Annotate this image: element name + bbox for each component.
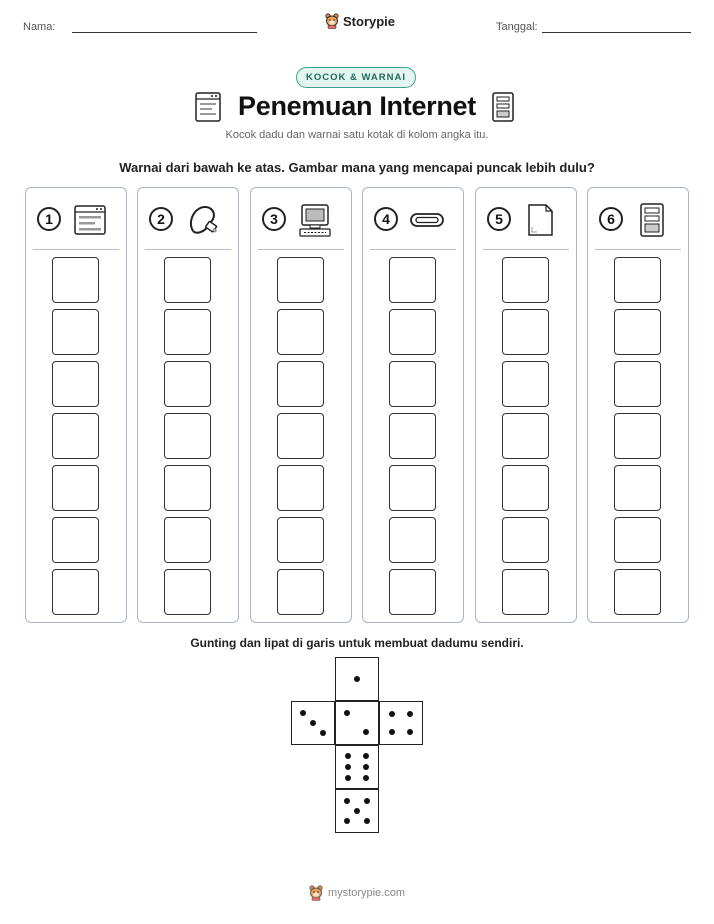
storypie-mascot-icon: [325, 13, 339, 29]
color-box[interactable]: [277, 517, 324, 563]
name-label: Nama:: [23, 21, 56, 33]
column-number: 4: [374, 207, 398, 231]
dice-face-three: [291, 701, 335, 745]
dice-face-four: [379, 701, 423, 745]
color-box[interactable]: [389, 361, 436, 407]
color-box[interactable]: [389, 309, 436, 355]
brand-name: Storypie: [343, 13, 396, 29]
color-box[interactable]: [277, 413, 324, 459]
color-box[interactable]: [389, 569, 436, 615]
name-line[interactable]: [72, 32, 257, 33]
column-number: 3: [262, 207, 286, 231]
column-number: 5: [487, 207, 511, 231]
server-tower-icon: [490, 92, 516, 122]
color-box[interactable]: [389, 465, 436, 511]
color-box[interactable]: [502, 465, 549, 511]
column-number: 2: [149, 207, 173, 231]
network-cable-icon: [183, 201, 221, 239]
color-box[interactable]: [52, 413, 99, 459]
color-box[interactable]: [614, 569, 661, 615]
color-box[interactable]: [389, 517, 436, 563]
color-box[interactable]: [389, 413, 436, 459]
dice-column-1: [25, 187, 127, 623]
page-title: Penemuan Internet: [238, 91, 476, 121]
activity-badge: KOCOK & WARNAI: [296, 67, 416, 88]
column-divider: [595, 249, 681, 250]
footer-url: mystorypie.com: [327, 887, 406, 899]
color-box[interactable]: [502, 569, 549, 615]
color-box[interactable]: [614, 517, 661, 563]
chain-link-icon: [408, 201, 446, 239]
color-box[interactable]: [164, 361, 211, 407]
date-label: Tanggal:: [496, 21, 538, 33]
color-box[interactable]: [614, 465, 661, 511]
dice-face-five: [335, 789, 379, 833]
dice-column-6: [587, 187, 689, 623]
color-box[interactable]: [502, 361, 549, 407]
color-box[interactable]: [502, 257, 549, 303]
column-number: 6: [599, 207, 623, 231]
color-box[interactable]: [164, 257, 211, 303]
browser-window-icon: [71, 201, 109, 239]
color-box[interactable]: [164, 413, 211, 459]
color-box[interactable]: [614, 413, 661, 459]
column-divider: [483, 249, 569, 250]
color-box[interactable]: [164, 517, 211, 563]
dice-face-one: [335, 657, 379, 701]
color-box[interactable]: [502, 413, 549, 459]
color-box[interactable]: [614, 257, 661, 303]
column-number: 1: [37, 207, 61, 231]
color-box[interactable]: [277, 569, 324, 615]
column-divider: [258, 249, 344, 250]
subtitle: Kocok dadu dan warnai satu kotak di kolom angka itu.: [225, 129, 489, 141]
color-box[interactable]: [52, 569, 99, 615]
color-box[interactable]: [52, 309, 99, 355]
instruction-text: Warnai dari bawah ke atas. Gambar mana yang mencapai puncak lebih dulu?: [119, 160, 595, 175]
color-box[interactable]: [52, 257, 99, 303]
dice-face-two: [335, 701, 379, 745]
footer: [0, 885, 714, 901]
dice-column-5: [475, 187, 577, 623]
column-divider: [370, 249, 456, 250]
color-box[interactable]: [502, 309, 549, 355]
server-tower-icon: [633, 201, 671, 239]
storypie-mascot-icon: [309, 885, 323, 901]
dice-column-4: [362, 187, 464, 623]
color-box[interactable]: [614, 309, 661, 355]
color-box[interactable]: [277, 309, 324, 355]
color-box[interactable]: [502, 517, 549, 563]
color-box[interactable]: [389, 257, 436, 303]
color-box[interactable]: [164, 309, 211, 355]
column-divider: [145, 249, 231, 250]
color-box[interactable]: [277, 465, 324, 511]
color-box[interactable]: [614, 361, 661, 407]
color-box[interactable]: [164, 569, 211, 615]
color-box[interactable]: [52, 517, 99, 563]
color-box[interactable]: [277, 361, 324, 407]
date-line[interactable]: [542, 32, 691, 33]
color-box[interactable]: [52, 465, 99, 511]
dice-column-3: [250, 187, 352, 623]
column-divider: [33, 249, 119, 250]
color-box[interactable]: [277, 257, 324, 303]
dice-column-2: [137, 187, 239, 623]
cut-instruction: Gunting dan lipat di garis untuk membuat dadumu sendiri.: [190, 636, 524, 650]
brand-logo: [325, 13, 395, 29]
color-box[interactable]: [164, 465, 211, 511]
computer-icon: [296, 201, 334, 239]
dice-face-six: [335, 745, 379, 789]
color-box[interactable]: [52, 361, 99, 407]
document-icon: [521, 201, 559, 239]
